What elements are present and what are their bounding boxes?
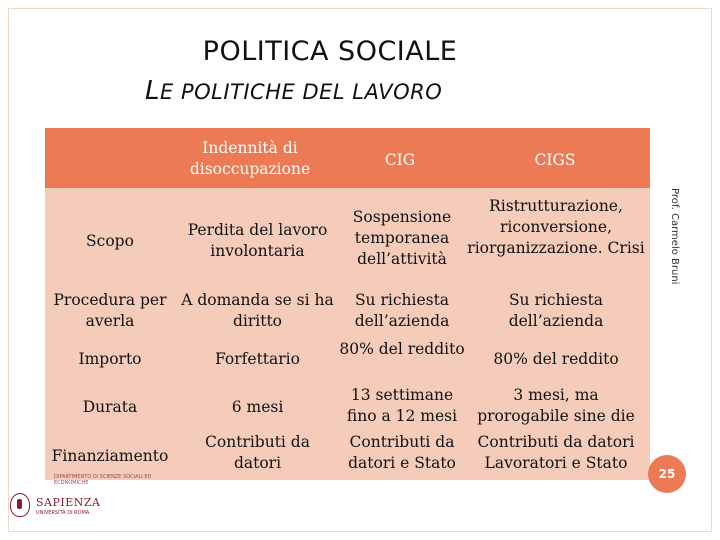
row-label-importo: Importo: [78, 350, 142, 368]
slide-title: POLITICA SOCIALE: [202, 36, 458, 67]
table-cell: 3 mesi, ma prorogabile sine die: [477, 386, 635, 425]
side-credit: Prof. Carmelo Bruni: [669, 188, 680, 285]
slide-subtitle: [145, 76, 442, 106]
table-cell: Contributi da datori: [205, 433, 310, 472]
column-header-cig: CIG: [384, 151, 416, 169]
table-cell: Contributi da datori e Stato: [348, 433, 456, 472]
subtitle-rest: E POLITICHE DEL LAVORO: [160, 80, 443, 104]
table-cell: Ristrutturazione, riconversione, riorganizzazione. Crisi: [467, 197, 645, 257]
row-label-finanziamento: Finanziamento: [51, 447, 169, 465]
table-cell: Su richiesta dell’azienda: [354, 291, 450, 330]
table-cell: Contributi da datori Lavoratori e Stato: [477, 433, 635, 472]
university-logo-text: SAPIENZA: [36, 496, 101, 509]
row-label-scopo: Scopo: [86, 232, 134, 250]
column-header-cigs: CIGS: [534, 151, 576, 169]
column-header-indennita: Indennità di disoccupazione: [189, 139, 311, 178]
table-cell: Su richiesta dell’azienda: [508, 291, 604, 330]
page-number-badge: 25: [648, 455, 686, 493]
subtitle-initial: L: [145, 76, 160, 106]
row-label-procedura: Procedura per averla: [53, 291, 167, 330]
table-cell: 80% del reddito: [493, 350, 619, 368]
table-cell: A domanda se si ha diritto: [181, 291, 334, 330]
university-seal-icon: [10, 493, 30, 517]
row-label-durata: Durata: [82, 398, 138, 416]
department-logo-text: DIPARTIMENTO DI SCIENZE SOCIALI ED ECONOMICHE: [54, 474, 152, 486]
table-cell: Forfettario: [215, 350, 300, 368]
table-cell: Sospensione temporanea dell’attività: [352, 208, 452, 268]
table-cell: 13 settimane fino a 12 mesi: [346, 386, 458, 425]
table-cell: 80% del reddito: [339, 340, 465, 358]
university-logo-subtext: UNIVERSITÀ DI ROMA: [36, 510, 90, 516]
table-cell: 6 mesi: [231, 398, 284, 416]
table-cell: Perdita del lavoro involontaria: [187, 221, 328, 260]
